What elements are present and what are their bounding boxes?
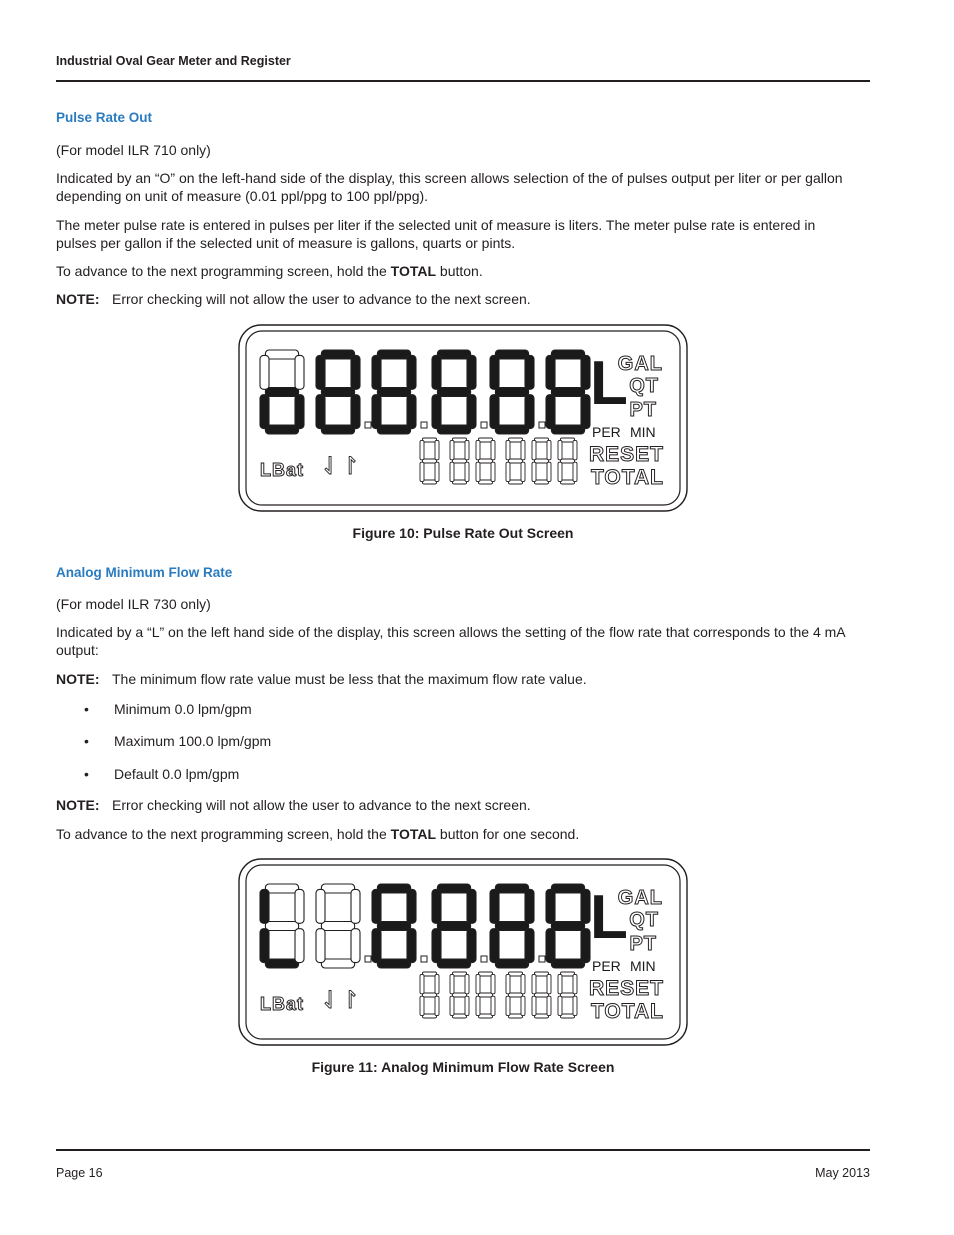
lcd-segment — [534, 438, 548, 442]
lcd-segment — [495, 388, 528, 397]
lcd-segment — [260, 355, 269, 389]
lcd-digit — [260, 884, 304, 968]
lcd-segment — [420, 462, 424, 481]
lcd-segment — [581, 929, 590, 963]
lcd-label-per: PER — [592, 424, 621, 440]
note-label: NOTE: — [56, 797, 100, 813]
section-heading-pulse-rate-out: Pulse Rate Out — [56, 110, 153, 125]
lcd-digit — [450, 972, 469, 1018]
lcd-digit — [490, 350, 534, 434]
lcd-segment — [558, 974, 562, 993]
lcd-segment — [420, 974, 424, 993]
note-error-checking — [56, 290, 856, 308]
lcd-segment — [532, 440, 536, 459]
lcd-segment — [495, 350, 528, 359]
lcd-label-pt: PT — [629, 399, 657, 421]
lcd-segment — [422, 1014, 436, 1018]
lcd-label-gal: GAL — [617, 353, 663, 375]
lcd-segment — [265, 884, 298, 893]
footer-rule — [56, 1149, 870, 1151]
lcd-segment — [560, 480, 574, 484]
lcd-segment — [422, 972, 436, 976]
lcd-segment — [260, 395, 269, 429]
list-item — [84, 733, 271, 749]
lcd-segment — [377, 388, 410, 397]
lcd-segment — [437, 425, 470, 434]
lcd-digit — [420, 438, 439, 484]
lcd-segment — [452, 1014, 466, 1018]
lcd-segment — [521, 440, 525, 459]
lcd-digit — [532, 972, 551, 1018]
lcd-segment — [525, 355, 534, 389]
lcd-decimal-point — [481, 422, 487, 428]
lcd-digit — [506, 972, 525, 1018]
lcd-segment — [573, 462, 577, 481]
lcd-segment — [495, 959, 528, 968]
lcd-segment — [316, 889, 325, 923]
lcd-digit — [432, 350, 476, 434]
lcd-segment — [558, 462, 562, 481]
lcd-segment — [478, 972, 492, 976]
lcd-segment — [437, 884, 470, 893]
lcd-display-figure-11 — [238, 858, 688, 1046]
lcd-segment — [377, 350, 410, 359]
lcd-segment — [420, 996, 424, 1015]
lcd-segment — [295, 889, 304, 923]
text-segment: button. — [436, 263, 483, 279]
lcd-segment — [551, 388, 584, 397]
figure-11-caption: Figure 11: Analog Minimum Flow Rate Screen — [311, 1059, 615, 1075]
lcd-segment — [422, 438, 436, 442]
lcd-label-total: TOTAL — [590, 1000, 664, 1023]
lcd-segment — [435, 996, 439, 1015]
lcd-segment — [465, 996, 469, 1015]
note-text: Error checking will not allow the user to advance to the next screen. — [112, 797, 531, 813]
note-label: NOTE: — [56, 291, 100, 307]
lcd-segment — [551, 959, 584, 968]
paragraph-model-note-2: (For model ILR 730 only) — [56, 596, 211, 612]
lcd-segment — [490, 395, 499, 429]
lcd-segment — [478, 1014, 492, 1018]
lcd-segment — [432, 889, 441, 923]
lcd-digit — [316, 350, 360, 434]
lcd-segment — [407, 355, 416, 389]
note-text: Error checking will not allow the user to advance to the next screen. — [112, 291, 531, 307]
bullet-text: Maximum 100.0 lpm/gpm — [114, 733, 272, 749]
lcd-segment — [467, 929, 476, 963]
lcd-digit — [432, 884, 476, 968]
bullet-symbol: • — [84, 701, 89, 717]
text-segment: button for one second. — [436, 826, 580, 842]
lcd-digit — [476, 972, 495, 1018]
lcd-digit — [372, 350, 416, 434]
lcd-segment — [506, 440, 510, 459]
text-segment: To advance to the next programming screen, hold the — [56, 826, 391, 842]
lcd-segment — [422, 993, 436, 997]
lcd-segment — [377, 959, 410, 968]
lcd-segment — [558, 440, 562, 459]
page-number: Page 16 — [56, 1166, 103, 1180]
lcd-segment — [495, 884, 528, 893]
lcd-segment — [521, 462, 525, 481]
lcd-segment — [508, 1014, 522, 1018]
list-item — [84, 766, 239, 782]
lcd-segment — [351, 395, 360, 429]
lcd-segment — [573, 974, 577, 993]
lcd-segment — [465, 440, 469, 459]
lcd-label-gal: GAL — [617, 887, 663, 909]
lcd-segment — [450, 996, 454, 1015]
lcd-segment — [265, 350, 298, 359]
lcd-segment — [532, 996, 536, 1015]
lcd-segment — [581, 889, 590, 923]
lcd-segment — [547, 996, 551, 1015]
lcd-segment — [467, 355, 476, 389]
lcd-segment — [495, 922, 528, 931]
lcd-decimal-point — [539, 422, 545, 428]
lcd-segment — [467, 889, 476, 923]
lcd-segment — [547, 440, 551, 459]
lcd-segment — [437, 922, 470, 931]
lcd-segment — [316, 929, 325, 963]
lcd-digit — [490, 884, 534, 968]
lcd-segment — [432, 395, 441, 429]
lcd-segment — [478, 438, 492, 442]
lcd-segment — [316, 355, 325, 389]
lcd-label-reset: RESET — [588, 977, 664, 1000]
lcd-segment — [435, 440, 439, 459]
lcd-segment — [546, 355, 555, 389]
lcd-segment — [321, 959, 354, 968]
lcd-segment — [465, 462, 469, 481]
paragraph-pulse-description: Indicated by an “O” on the left-hand side of the display, this screen allows selection of the of pulses output per liter or per gallon depending on unit of measure (0.01 ppl/ppg to 100 ppl/ppg). — [56, 170, 843, 204]
lcd-segment — [534, 480, 548, 484]
text-segment: To advance to the next programming screen, hold the — [56, 263, 391, 279]
lcd-segment — [295, 355, 304, 389]
lcd-segment — [532, 974, 536, 993]
lcd-segment — [508, 459, 522, 463]
lcd-decimal-point — [365, 422, 371, 428]
lcd-segment — [377, 922, 410, 931]
lcd-segment — [452, 993, 466, 997]
lcd-segment — [321, 388, 354, 397]
lcd-segment — [478, 993, 492, 997]
lcd-segment — [525, 889, 534, 923]
lcd-segment — [377, 425, 410, 434]
lcd-segment — [491, 462, 495, 481]
lcd-digit — [546, 350, 590, 434]
lcd-digit — [260, 350, 304, 434]
lcd-digit — [450, 438, 469, 484]
lcd-segment — [525, 929, 534, 963]
lcd-segment — [321, 350, 354, 359]
lcd-segment — [450, 974, 454, 993]
lcd-segment — [478, 459, 492, 463]
lcd-segment — [372, 889, 381, 923]
header-rule — [56, 80, 870, 82]
publication-date: May 2013 — [815, 1166, 870, 1180]
lcd-segment — [573, 440, 577, 459]
lcd-segment — [534, 972, 548, 976]
lcd-segment — [508, 993, 522, 997]
lcd-segment — [450, 462, 454, 481]
lcd-segment — [490, 889, 499, 923]
lcd-segment — [260, 889, 269, 923]
lcd-label-reset: RESET — [588, 443, 664, 466]
lcd-segment — [432, 355, 441, 389]
total-keyword: TOTAL — [390, 826, 437, 842]
lcd-segment — [508, 480, 522, 484]
lcd-segment — [560, 993, 574, 997]
lcd-label-qt: QT — [629, 909, 659, 931]
lcd-segment — [260, 929, 269, 963]
lcd-segment — [476, 440, 480, 459]
lcd-segment — [551, 922, 584, 931]
note-error-checking-2 — [56, 796, 856, 814]
lcd-segment — [495, 425, 528, 434]
total-keyword: TOTAL — [390, 263, 437, 279]
lcd-segment — [321, 884, 354, 893]
lcd-segment — [265, 388, 298, 397]
lcd-label-qt: QT — [629, 375, 659, 397]
lcd-label-total: TOTAL — [590, 466, 664, 489]
lcd-segment — [372, 355, 381, 389]
lcd-digit — [420, 972, 439, 1018]
lcd-segment — [295, 929, 304, 963]
lcd-digit — [558, 972, 577, 1018]
lcd-segment — [506, 462, 510, 481]
lcd-digit — [506, 438, 525, 484]
figure-10-caption: Figure 10: Pulse Rate Out Screen — [352, 525, 574, 541]
lcd-segment — [525, 395, 534, 429]
lcd-segment — [407, 395, 416, 429]
note-label: NOTE: — [56, 671, 100, 687]
lcd-segment — [521, 974, 525, 993]
lcd-digit — [546, 884, 590, 968]
lcd-segment — [551, 350, 584, 359]
lcd-segment — [508, 438, 522, 442]
lcd-digit — [316, 884, 360, 968]
lcd-decimal-point — [421, 422, 427, 428]
lcd-segment — [490, 355, 499, 389]
lcd-unit-liter: L — [590, 349, 628, 418]
lcd-segment — [558, 996, 562, 1015]
lcd-low-battery-indicator: LBat — [260, 460, 304, 480]
lcd-segment — [265, 425, 298, 434]
lcd-segment — [372, 929, 381, 963]
lcd-segment — [476, 996, 480, 1015]
lcd-segment — [534, 459, 548, 463]
lcd-segment — [532, 462, 536, 481]
lcd-segment — [521, 996, 525, 1015]
lcd-label-per: PER — [592, 958, 621, 974]
flow-direction-arrows-icon: ⇃↾ — [320, 453, 361, 480]
lcd-digit — [532, 438, 551, 484]
lcd-segment — [547, 974, 551, 993]
lcd-segment — [265, 922, 298, 931]
lcd-label-pt: PT — [629, 933, 657, 955]
lcd-segment — [372, 395, 381, 429]
lcd-decimal-point — [421, 956, 427, 962]
lcd-segment — [422, 480, 436, 484]
lcd-segment — [295, 395, 304, 429]
note-min-less-than-max — [56, 670, 856, 688]
lcd-segment — [435, 974, 439, 993]
lcd-segment — [437, 959, 470, 968]
lcd-segment — [546, 929, 555, 963]
lcd-display-figure-10 — [238, 324, 688, 512]
lcd-segment — [534, 993, 548, 997]
paragraph-advance-instruction-2 — [56, 825, 856, 843]
lcd-segment — [452, 459, 466, 463]
lcd-low-battery-indicator: LBat — [260, 994, 304, 1014]
lcd-segment — [437, 350, 470, 359]
lcd-segment — [435, 462, 439, 481]
lcd-segment — [316, 395, 325, 429]
lcd-segment — [407, 929, 416, 963]
lcd-segment — [351, 355, 360, 389]
lcd-segment — [581, 355, 590, 389]
lcd-segment — [551, 884, 584, 893]
document-header-title: Industrial Oval Gear Meter and Register — [56, 54, 291, 68]
lcd-decimal-point — [365, 956, 371, 962]
lcd-segment — [407, 889, 416, 923]
lcd-segment — [351, 929, 360, 963]
bullet-symbol: • — [84, 766, 89, 782]
paragraph-pulse-units: The meter pulse rate is entered in pulses per liter if the selected unit of measure is liters. The meter pulse rate is entered in pulses per gallon if the selected unit of measure is gallons, quarts or pints. — [56, 217, 816, 251]
lcd-decimal-point — [539, 956, 545, 962]
lcd-segment — [506, 974, 510, 993]
lcd-segment — [476, 974, 480, 993]
lcd-segment — [437, 388, 470, 397]
lcd-segment — [377, 884, 410, 893]
lcd-segment — [432, 929, 441, 963]
lcd-digit — [558, 438, 577, 484]
flow-direction-arrows-icon: ⇃↾ — [320, 987, 361, 1014]
lcd-segment — [581, 395, 590, 429]
lcd-unit-liter: L — [590, 883, 628, 952]
lcd-segment — [534, 1014, 548, 1018]
paragraph-advance-instruction — [56, 262, 856, 280]
lcd-segment — [491, 996, 495, 1015]
lcd-segment — [351, 889, 360, 923]
lcd-segment — [491, 974, 495, 993]
lcd-digit — [476, 438, 495, 484]
bullet-symbol: • — [84, 733, 89, 749]
bullet-text: Default 0.0 lpm/gpm — [114, 766, 240, 782]
lcd-segment — [491, 440, 495, 459]
paragraph-analog-description: Indicated by a “L” on the left hand side of the display, this screen allows the setting of the flow rate that corresponds to the 4 mA output: — [56, 624, 845, 658]
section-heading-analog-min-flow: Analog Minimum Flow Rate — [56, 565, 233, 580]
lcd-segment — [490, 929, 499, 963]
lcd-segment — [508, 972, 522, 976]
lcd-segment — [551, 425, 584, 434]
lcd-segment — [478, 480, 492, 484]
lcd-segment — [560, 972, 574, 976]
lcd-segment — [420, 440, 424, 459]
lcd-digit — [372, 884, 416, 968]
lcd-segment — [265, 959, 298, 968]
lcd-segment — [476, 462, 480, 481]
lcd-decimal-point — [481, 956, 487, 962]
lcd-segment — [573, 996, 577, 1015]
lcd-segment — [452, 438, 466, 442]
lcd-segment — [450, 440, 454, 459]
lcd-segment — [560, 459, 574, 463]
lcd-segment — [422, 459, 436, 463]
list-item — [84, 701, 252, 717]
lcd-segment — [321, 922, 354, 931]
lcd-segment — [546, 395, 555, 429]
lcd-segment — [452, 972, 466, 976]
lcd-label-min: MIN — [630, 424, 656, 440]
bullet-text: Minimum 0.0 lpm/gpm — [114, 701, 252, 717]
lcd-segment — [506, 996, 510, 1015]
lcd-segment — [546, 889, 555, 923]
paragraph-model-note: (For model ILR 710 only) — [56, 142, 211, 158]
lcd-label-min: MIN — [630, 958, 656, 974]
note-text: The minimum flow rate value must be less that the maximum flow rate value. — [112, 671, 587, 687]
lcd-segment — [560, 1014, 574, 1018]
lcd-segment — [467, 395, 476, 429]
lcd-segment — [321, 425, 354, 434]
lcd-segment — [452, 480, 466, 484]
lcd-segment — [560, 438, 574, 442]
lcd-segment — [547, 462, 551, 481]
lcd-segment — [465, 974, 469, 993]
